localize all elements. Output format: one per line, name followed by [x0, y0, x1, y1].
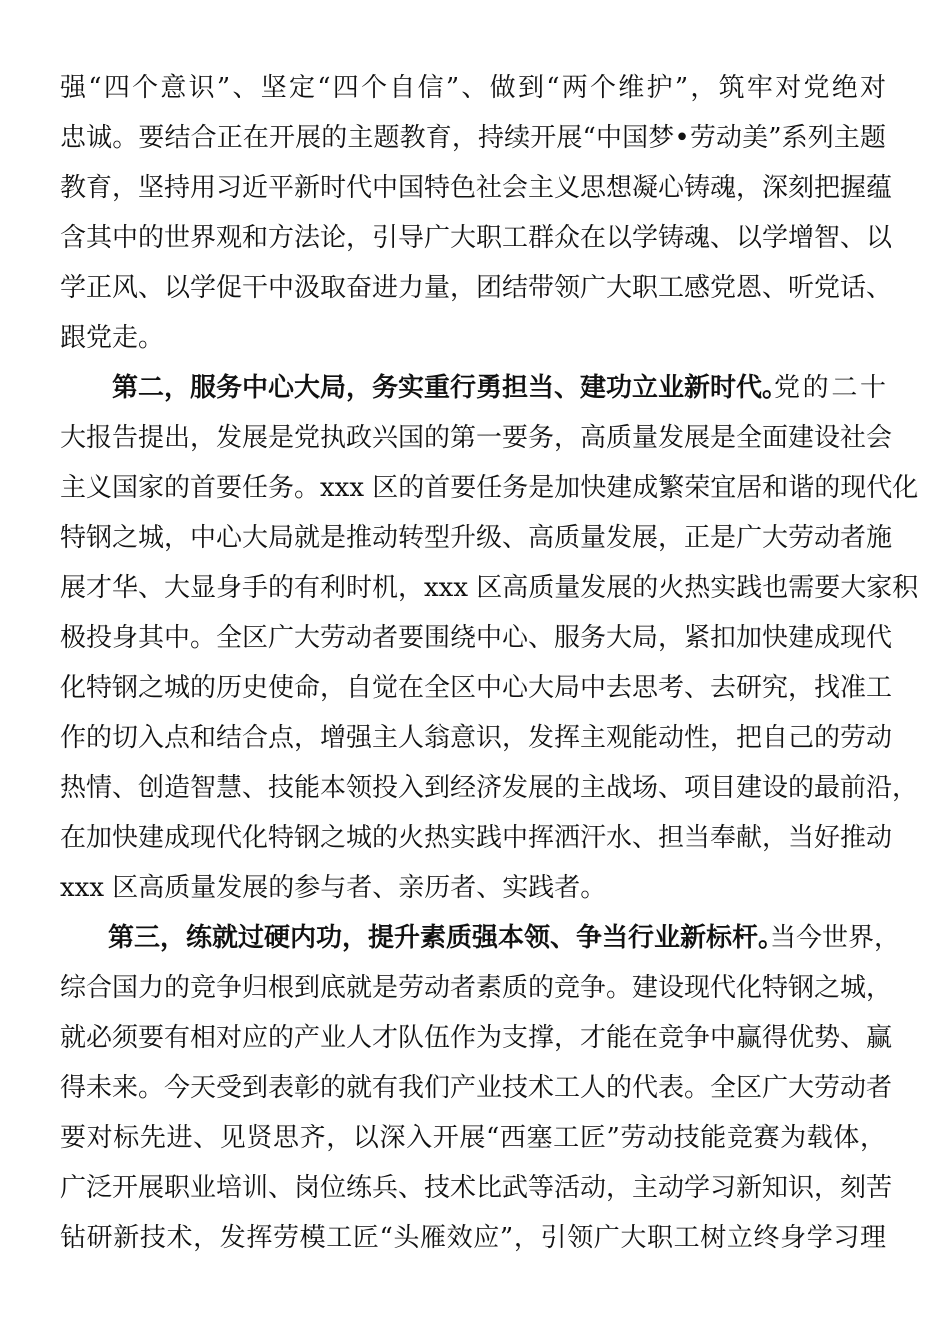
text-line: 广泛开展职业培训、岗位练兵、技术比武等活动，主动学习新知识，刻苦 — [60, 1173, 893, 1203]
paragraph-3-line — [0, 1013, 950, 1063]
paragraph-2-line — [0, 663, 950, 713]
text-line: 主义国家的首要任务。xxx 区的首要任务是加快建成繁荣宜居和谐的现代化 — [60, 473, 919, 503]
paragraph-1-line — [0, 113, 950, 163]
text-line: 党的二十 — [774, 373, 886, 403]
paragraph-1-line — [0, 63, 950, 113]
text-line: 要对标先进、见贤思齐，以深入开展“西塞工匠”劳动技能竞赛为载体， — [60, 1123, 886, 1153]
paragraph-2-line — [0, 613, 950, 663]
text-line: 作的切入点和结合点，增强主人翁意识，发挥主观能动性，把自己的劳动 — [60, 723, 893, 753]
text-line: 钻研新技术，发挥劳模工匠“头雁效应”，引领广大职工树立终身学习理 — [60, 1223, 886, 1253]
text-line: 含其中的世界观和方法论，引导广大职工群众在以学铸魂、以学增智、以 — [60, 223, 893, 253]
text-line: 强“四个意识”、坚定“四个自信”、做到“两个维护”，筑牢对党绝对 — [60, 73, 886, 103]
text-line: 综合国力的竞争归根到底就是劳动者素质的竞争。建设现代化特钢之城， — [60, 973, 893, 1003]
paragraph-2-first-line — [0, 363, 950, 413]
paragraph-1-line — [0, 213, 950, 263]
text-line: 跟党走。 — [60, 323, 165, 353]
paragraph-2-line — [0, 763, 950, 813]
paragraph-3-line — [0, 963, 950, 1013]
text-line: 特钢之城，中心大局就是推动转型升级、高质量发展，正是广大劳动者施 — [60, 523, 893, 553]
section-heading-3: 第三，练就过硬内功，提升素质强本领、争当行业新标杆。 — [108, 923, 785, 953]
paragraph-1-line — [0, 163, 950, 213]
paragraph-1-line — [0, 313, 950, 363]
paragraph-3-line — [0, 1113, 950, 1163]
paragraph-3-line — [0, 1063, 950, 1113]
text-line: 忠诚。要结合正在开展的主题教育，持续开展“中国梦•劳动美”系列主题 — [60, 123, 886, 153]
text-line: 就必须要有相对应的产业人才队伍作为支撑，才能在竞争中赢得优势、赢 — [60, 1023, 893, 1053]
paragraph-2-line — [0, 413, 950, 463]
paragraph-2-line — [0, 813, 950, 863]
paragraph-3-line — [0, 1163, 950, 1213]
paragraph-1-line — [0, 263, 950, 313]
paragraph-3-line — [0, 1213, 950, 1263]
text-line: 学正风、以学促干中汲取奋进力量，团结带领广大职工感党恩、听党话、 — [60, 273, 893, 303]
paragraph-2-line — [0, 463, 950, 513]
text-line: 教育，坚持用习近平新时代中国特色社会主义思想凝心铸魂，深刻把握蕴 — [60, 173, 893, 203]
paragraph-2-line — [0, 513, 950, 563]
paragraph-2-line — [0, 713, 950, 763]
text-line: 得未来。今天受到表彰的就有我们产业技术工人的代表。全区广大劳动者 — [60, 1073, 893, 1103]
text-line: 展才华、大显身手的有利时机，xxx 区高质量发展的火热实践也需要大家积 — [60, 573, 919, 603]
paragraph-3-first-line — [0, 913, 950, 963]
paragraph-2-line — [0, 863, 950, 913]
text-line: 大报告提出，发展是党执政兴国的第一要务，高质量发展是全面建设社会 — [60, 423, 893, 453]
text-line: 化特钢之城的历史使命，自觉在全区中心大局中去思考、去研究，找准工 — [60, 673, 893, 703]
paragraph-2-line — [0, 563, 950, 613]
text-line: 极投身其中。全区广大劳动者要围绕中心、服务大局，紧扣加快建成现代 — [60, 623, 893, 653]
text-line: 在加快建成现代化特钢之城的火热实践中挥洒汗水、担当奉献，当好推动 — [60, 823, 893, 853]
section-heading-2: 第二，服务中心大局，务实重行勇担当、建功立业新时代。 — [112, 373, 789, 403]
text-line: 当今世界， — [770, 923, 901, 953]
text-line: xxx 区高质量发展的参与者、亲历者、实践者。 — [60, 873, 607, 903]
text-line: 热情、创造智慧、技能本领投入到经济发展的主战场、项目建设的最前沿， — [60, 773, 919, 803]
